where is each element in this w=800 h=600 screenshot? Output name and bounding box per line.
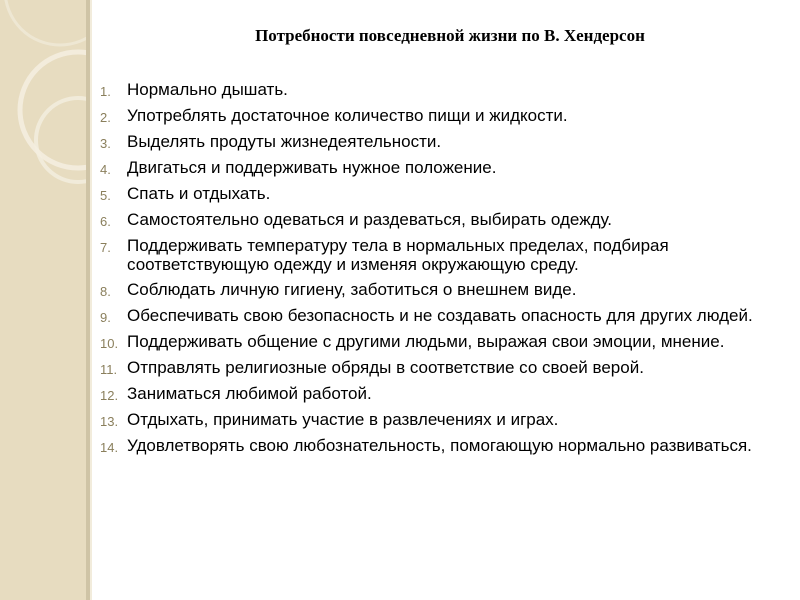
list-item — [100, 280, 780, 300]
list-item — [100, 358, 780, 378]
item-number: 7. — [100, 240, 111, 255]
item-number: 9. — [100, 310, 111, 325]
list-item — [100, 184, 780, 204]
item-text: Заниматься любимой работой. — [127, 384, 372, 403]
item-number: 8. — [100, 284, 111, 299]
list-item — [100, 132, 780, 152]
list-item — [100, 80, 780, 100]
item-number: 1. — [100, 84, 111, 99]
item-number: 10. — [100, 336, 119, 351]
decorative-circles-icon — [0, 0, 86, 600]
item-text: Отправлять религиозные обряды в соответствие со своей верой. — [127, 358, 644, 377]
item-text: Обеспечивать свою безопасность и не создавать опасность для других людей. — [127, 306, 753, 325]
decorative-side-panel — [0, 0, 86, 600]
slide-title: Потребности повседневной жизни по В. Хендерсон — [255, 26, 645, 45]
item-number: 11. — [100, 362, 118, 377]
item-number: 14. — [100, 440, 119, 455]
list-item — [100, 306, 780, 326]
item-number: 6. — [100, 214, 111, 229]
list-item — [100, 106, 780, 126]
item-number: 5. — [100, 188, 111, 203]
item-text: Удовлетворять свою любознательность, помогающую нормально развиваться. — [127, 436, 752, 455]
item-text: Отдыхать, принимать участие в развлечениях и играх. — [127, 410, 559, 429]
item-number: 2. — [100, 110, 111, 125]
item-number: 12. — [100, 388, 119, 403]
item-text: Спать и отдыхать. — [127, 184, 271, 203]
item-text: Выделять продуты жизнедеятельности. — [127, 132, 442, 151]
item-text: Нормально дышать. — [127, 80, 288, 99]
list-item — [100, 332, 780, 352]
list-item — [100, 384, 780, 404]
item-number: 13. — [100, 414, 119, 429]
item-text: Поддерживать общение с другими людьми, выражая свои эмоции, мнение. — [127, 332, 725, 351]
item-text: Соблюдать личную гигиену, заботиться о внешнем виде. — [127, 280, 577, 299]
item-text: Употреблять достаточное количество пищи и жидкости. — [127, 106, 568, 125]
item-text: Самостоятельно одеваться и раздеваться, выбирать одежду. — [127, 210, 613, 229]
side-divider-highlight — [90, 0, 92, 600]
item-text: Поддерживать температуру тела в нормальных пределах, подбирая соответствующую одежду и изменяя окружающую среду. — [127, 236, 669, 274]
item-text: Двигаться и поддерживать нужное положение. — [127, 158, 497, 177]
list-item — [100, 158, 780, 178]
list-item — [100, 410, 780, 430]
list-item — [100, 236, 780, 274]
item-number: 3. — [100, 136, 111, 151]
needs-list — [100, 80, 780, 462]
list-item — [100, 436, 780, 456]
item-number: 4. — [100, 162, 111, 177]
list-item — [100, 210, 780, 230]
